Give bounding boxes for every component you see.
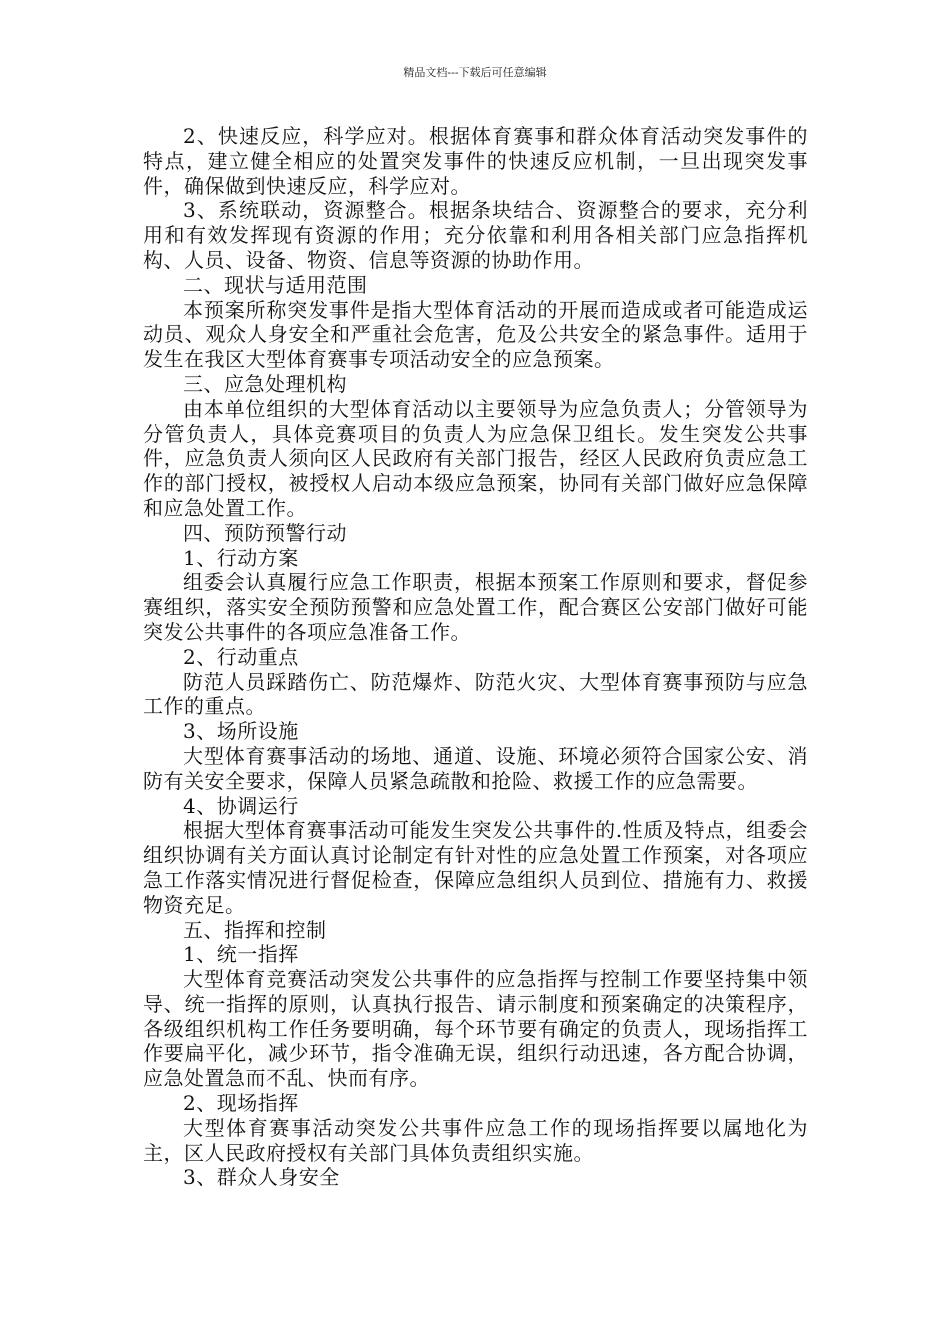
paragraph-principle-2: 2、快速反应，科学应对。根据体育赛事和群众体育活动突发事件的特点，建立健全相应的处置突发事件的快速反应机制，一旦出现突发事件，确保做到快速反应，科学应对。 (143, 124, 808, 198)
section-heading-2: 二、现状与适用范围 (183, 272, 368, 297)
section-heading-5: 五、指挥和控制 (183, 917, 327, 942)
paragraph-scope: 本预案所称突发事件是指大型体育活动的开展而造成或者可能造成运动员、观众人身安全和严重社会危害，危及公共安全的紧急事件。适用于发生在我区大型体育赛事专项活动安全的应急预案。 (143, 297, 808, 372)
subheading-action-plan: 1、行动方案 (183, 545, 299, 570)
paragraph-coordination: 根据大型体育赛事活动可能发生突发公共事件的.性质及特点，组委会组织协调有关方面认真讨论制定有针对性的应急处置工作预案，对各项应急工作落实情况进行督促检查，保障应急组织人员到位、措施有力、救援物资充足。 (143, 818, 808, 917)
subheading-action-focus: 2、行动重点 (183, 644, 299, 669)
paragraph-unified-command: 大型体育竞赛活动突发公共事件的应急指挥与控制工作要坚持集中领导、统一指挥的原则，认真执行报告、请示制度和预案确定的决策程序，各级组织机构工作任务要明确，每个环节要有确定的负责人，现场指挥工作要扁平化，减少环节，指令准确无误，组织行动迅速，各方配合协调，应急处置急而不乱、快而有序。 (143, 967, 808, 1091)
subheading-venue-facilities: 3、场所设施 (183, 719, 299, 744)
paragraph-principle-3: 3、系统联动，资源整合。根据条块结合、资源整合的要求，充分利用和有效发挥现有资源的作用；充分依靠和利用各相关部门应急指挥机构、人员、设备、物资、信息等资源的协助作用。 (143, 198, 808, 272)
subheading-unified-command: 1、统一指挥 (183, 942, 299, 967)
paragraph-venue-facilities: 大型体育赛事活动的场地、通道、设施、环境必须符合国家公安、消防有关安全要求，保障人员紧急疏散和抢险、救援工作的应急需要。 (143, 743, 808, 793)
page-header: 精品文档---下载后可任意编辑 (403, 66, 547, 79)
paragraph-action-focus: 防范人员踩踏伤亡、防范爆炸、防范火灾、大型体育赛事预防与应急工作的重点。 (143, 669, 808, 719)
paragraph-action-plan: 组委会认真履行应急工作职责，根据本预案工作原则和要求，督促参赛组织，落实安全预防预警和应急处置工作，配合赛区公安部门做好可能突发公共事件的各项应急准备工作。 (143, 570, 808, 644)
paragraph-organization: 由本单位组织的大型体育活动以主要领导为应急负责人；分管领导为分管负责人，具体竞赛项目的负责人为应急保卫组长。发生突发公共事件，应急负责人须向区人民政府有关部门报告，经区人民政府负责应急工作的部门授权，被授权人启动本级应急预案，协同有关部门做好应急保障和应急处置工作。 (143, 396, 808, 520)
subheading-public-safety: 3、群众人身安全 (183, 1165, 340, 1190)
document-body (143, 124, 808, 1190)
section-heading-3: 三、应急处理机构 (183, 371, 347, 396)
section-heading-4: 四、预防预警行动 (183, 520, 347, 545)
subheading-coordination: 4、协调运行 (183, 793, 299, 818)
paragraph-onsite-command: 大型体育赛事活动突发公共事件应急工作的现场指挥要以属地化为主，区人民政府授权有关部门具体负责组织实施。 (143, 1115, 808, 1165)
subheading-onsite-command: 2、现场指挥 (183, 1091, 299, 1116)
